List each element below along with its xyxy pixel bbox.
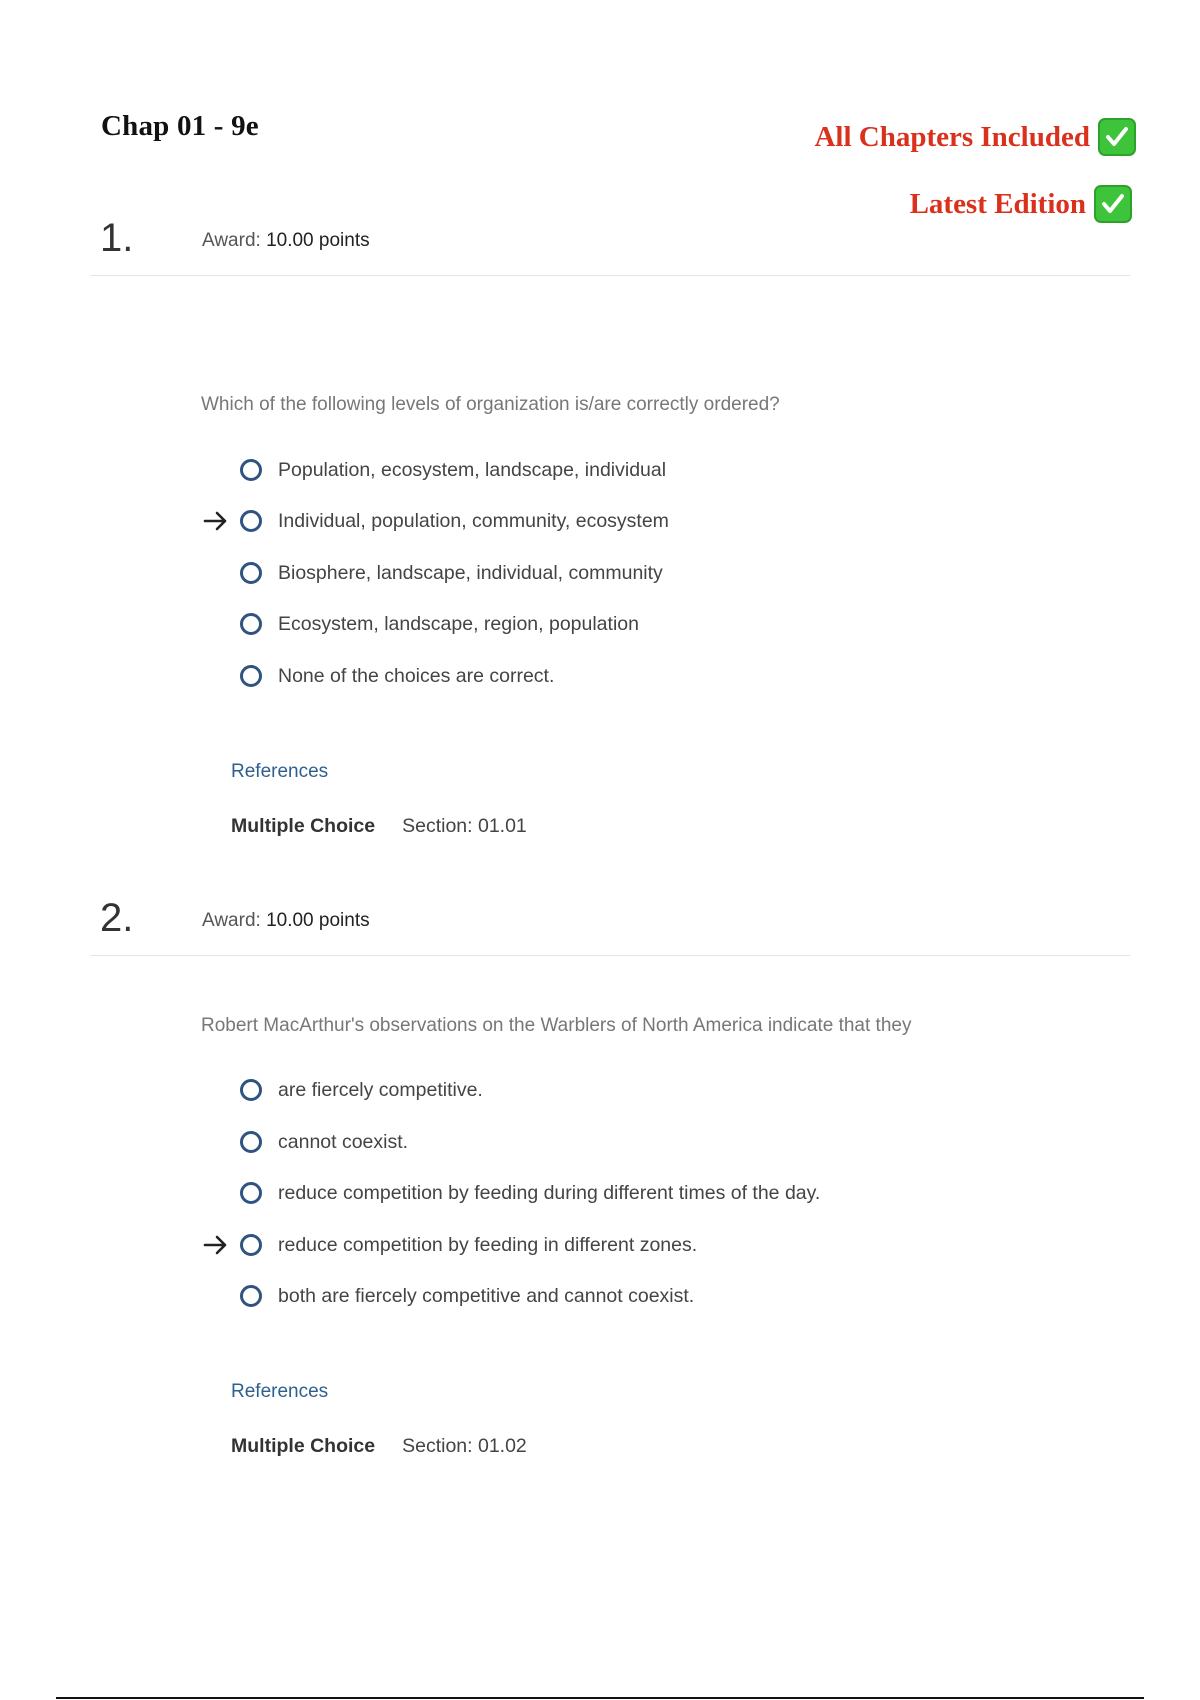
radio-button[interactable] — [240, 1131, 262, 1153]
answer-option[interactable] — [240, 661, 554, 691]
answer-option[interactable] — [240, 1127, 408, 1157]
answer-option[interactable] — [240, 506, 669, 536]
award — [202, 910, 370, 932]
answer-option[interactable] — [240, 1178, 820, 1208]
option-label: Biosphere, landscape, individual, community — [278, 561, 663, 584]
divider — [90, 955, 1130, 956]
answer-option[interactable] — [240, 1281, 694, 1311]
option-label: Population, ecosystem, landscape, individual — [278, 458, 667, 481]
option-label: None of the choices are correct. — [278, 664, 555, 687]
green-checkbox-icon — [1098, 118, 1136, 156]
references-link[interactable]: References — [231, 1381, 329, 1402]
question-meta — [231, 815, 527, 838]
award-points: 10.00 points — [266, 230, 370, 251]
radio-button[interactable] — [240, 1079, 262, 1101]
right-arrow-icon — [203, 506, 231, 536]
radio-button[interactable] — [240, 562, 262, 584]
award-label: Award: — [202, 910, 261, 931]
question-number: 1. — [100, 216, 134, 260]
page-bottom-rule — [56, 1697, 1144, 1699]
option-label: are fiercely competitive. — [278, 1078, 483, 1101]
promo-label: All Chapters Included — [814, 120, 1090, 153]
promo-latest-edition — [910, 185, 1132, 223]
answer-option[interactable] — [240, 609, 639, 639]
question-type: Multiple Choice — [231, 815, 376, 837]
award-label: Award: — [202, 230, 261, 251]
promo-label: Latest Edition — [909, 187, 1086, 220]
radio-button[interactable] — [240, 1182, 262, 1204]
radio-button[interactable] — [240, 510, 262, 532]
divider — [90, 275, 1130, 276]
option-label: reduce competition by feeding in different zones. — [278, 1233, 698, 1256]
option-label: reduce competition by feeding during different times of the day. — [278, 1181, 821, 1204]
answer-option[interactable] — [240, 455, 666, 485]
question-type: Multiple Choice — [231, 1435, 376, 1457]
question-section: Section: 01.02 — [402, 1435, 527, 1457]
answer-option[interactable] — [240, 1075, 483, 1105]
option-label: cannot coexist. — [278, 1130, 409, 1153]
right-arrow-icon — [203, 1230, 231, 1260]
answer-option[interactable] — [240, 1230, 697, 1260]
radio-button[interactable] — [240, 665, 262, 687]
option-label: Individual, population, community, ecosystem — [278, 509, 669, 532]
option-label: both are fiercely competitive and cannot coexist. — [278, 1284, 695, 1307]
answer-option[interactable] — [240, 558, 663, 588]
award-points: 10.00 points — [266, 910, 370, 931]
radio-button[interactable] — [240, 1285, 262, 1307]
question-prompt: Robert MacArthur's observations on the Warblers of North America indicate that they — [201, 1015, 912, 1036]
promo-all-chapters — [814, 118, 1136, 156]
question-number: 2. — [100, 896, 134, 940]
question-section: Section: 01.01 — [402, 815, 527, 837]
option-label: Ecosystem, landscape, region, population — [278, 612, 639, 635]
radio-button[interactable] — [240, 613, 262, 635]
award — [202, 230, 370, 252]
green-checkbox-icon — [1094, 185, 1132, 223]
radio-button[interactable] — [240, 459, 262, 481]
references-link[interactable]: References — [231, 761, 329, 782]
document-title: Chap 01 - 9e — [101, 110, 259, 142]
question-prompt: Which of the following levels of organization is/are correctly ordered? — [201, 394, 780, 415]
radio-button[interactable] — [240, 1234, 262, 1256]
question-meta — [231, 1435, 527, 1458]
